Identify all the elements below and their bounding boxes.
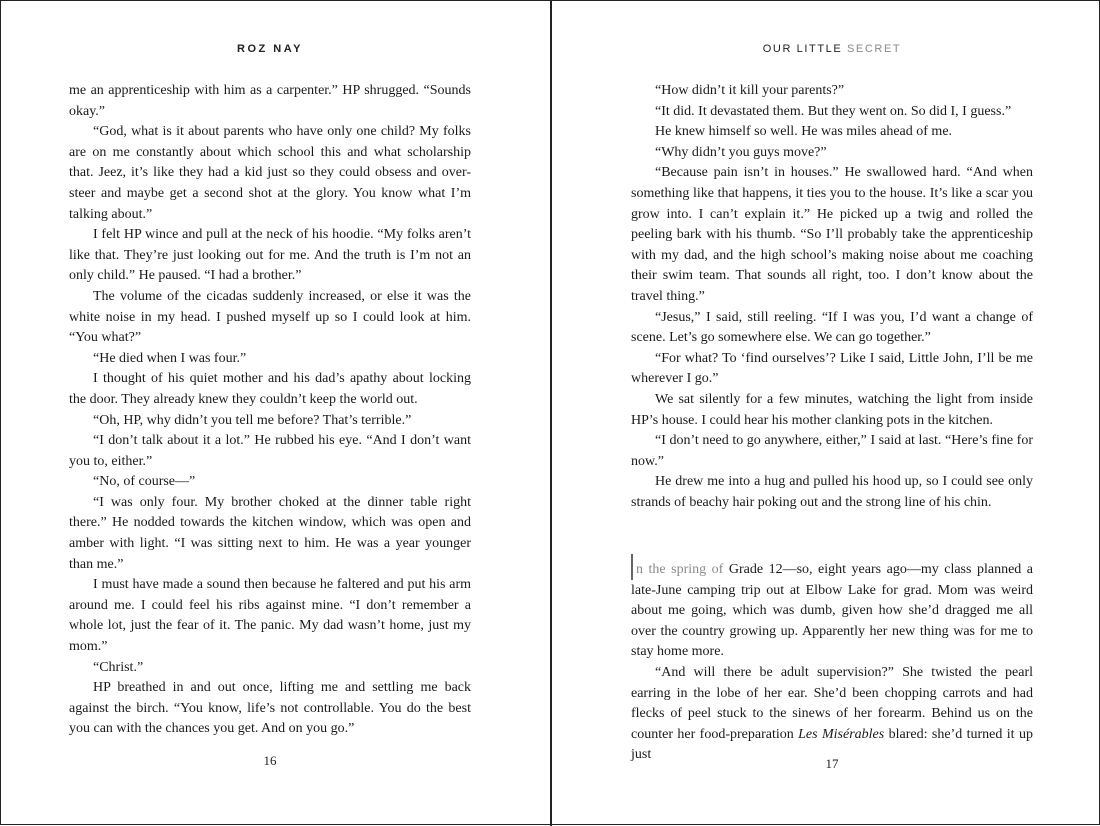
paragraph: He knew himself so well. He was miles ahead of me. (655, 124, 953, 140)
paragraph-text: “And will there be adult supervision?” She twisted the pearl earring in the lobe of her ear. She’d been chopping carrots and had flecks of peel stuck to the sinews of her forearm. Behind us on the counter her food-preparation (631, 664, 1033, 742)
italic-title: Les Misérables (798, 726, 885, 742)
paragraph-text: Grade 12—so, eight years ago—my class planned a late-June camping trip out at Elbow Lake for grad. Mom was weird about me going, which was dumb, given how she’d dragged me all over the country growing up. Apparently her new thing was for me to stay home more. (631, 562, 1034, 660)
running-header-author: ROZ NAY (237, 43, 303, 55)
paragraph (631, 663, 1033, 766)
page-body-text (69, 81, 471, 740)
running-header-title (631, 43, 1033, 55)
left-page (69, 1, 471, 826)
page-body-text (631, 81, 1033, 513)
paragraph: “Jesus,” I said, still reeling. “If I was you, I’d want a change of scene. Let’s go somewhere else. We can go together.” (631, 309, 1033, 346)
paragraph: “No, of course—” (93, 474, 196, 490)
paragraph: “Christ.” (93, 659, 144, 675)
paragraph: “I don’t need to go anywhere, either,” I said at last. “Here’s fine for now.” (631, 433, 1033, 469)
paragraph: “Because pain isn’t in houses.” He swallowed hard. “And when something like that happens, it ties you to the house. It’s like a scar you grow into. I can’t explain it.” He picked up a twig and rolled the peeling bark with his thumb. “So I’ll probably take the apprenticeship with my dad, and the high school’s making noise about me coaching their swim team. That sounds all right, too. I don’t know about the travel thing.” (631, 165, 1033, 304)
header-title-grey: SECRET (847, 43, 902, 55)
paragraph: “For what? To ‘find ourselves’? Like I said, Little John, I’ll be me wherever I go.” (631, 350, 1033, 387)
paragraph: The volume of the cicadas suddenly increased, or else it was the white noise in my head. I pushed myself up so I could look at him. “You what?” (69, 288, 471, 346)
section-opening-paragraph (631, 554, 1033, 663)
paragraph: I thought of his quiet mother and his dad’s apathy about locking the door. They already knew they couldn’t keep the world out. (69, 371, 471, 407)
paragraph: “Why didn’t you guys move?” (655, 144, 827, 160)
section-break-text (631, 554, 1033, 766)
paragraph: We sat silently for a few minutes, watching the light from inside HP’s house. I could hear his mother clanking pots in the kitchen. (631, 391, 1033, 428)
paragraph: “I don’t talk about it a lot.” He rubbed his eye. “And I don’t want you to, either.” (69, 433, 471, 469)
paragraph: “Oh, HP, why didn’t you tell me before? That’s terrible.” (93, 412, 412, 428)
lead-in-text: n the spring of (636, 562, 724, 577)
paragraph: me an apprenticeship with him as a carpenter.” HP shrugged. “Sounds okay.” (69, 83, 471, 119)
paragraph: “God, what is it about parents who have only one child? My folks are on me constantly about which school this and what scholarship that. Jeez, it’s like they had a kid just so they could obsess and over-steer and maybe get a second shot at the glory. You know what I’m talking about.” (69, 124, 471, 222)
paragraph: “How didn’t it kill your parents?” (655, 83, 845, 98)
header-title-main: OUR LITTLE (762, 43, 843, 55)
paragraph-text: blared: she’d turned it up just (631, 726, 1033, 763)
right-page (631, 1, 1033, 826)
paragraph: I must have made a sound then because he faltered and put his arm around me. I could feel his ribs against mine. “I don’t remember a whole lot, just the fear of it. The panic. My dad wasn’t home, just my mom.” (69, 577, 471, 655)
paragraph: He drew me into a hug and pulled his hood up, so I could see only strands of beachy hair poking out and the strong line of his chin. (631, 474, 1033, 510)
paragraph: HP breathed in and out once, lifting me and settling me back against the birch. “You know, life’s not controllable. You do the best you can with the chances you get. And on you go.” (69, 680, 471, 737)
page-number: 17 (825, 756, 839, 771)
paragraph: “He died when I was four.” (93, 350, 247, 366)
paragraph: “I was only four. My brother choked at the dinner table right there.” He nodded towards the kitchen window, which was open and amber with light. “I was sitting next to him. He was a year younger than me.” (69, 494, 471, 572)
paragraph: I felt HP wince and pull at the neck of his hoodie. “My folks aren’t like that. They’re just looking out for me. And the truth is I’m not an only child.” He paused. “I had a brother.” (69, 227, 471, 284)
page-number: 16 (263, 753, 277, 768)
drop-cap-bar (631, 554, 633, 580)
paragraph: “It did. It devastated them. But they went on. So did I, I guess.” (655, 103, 1012, 119)
gutter-divider (550, 1, 552, 826)
